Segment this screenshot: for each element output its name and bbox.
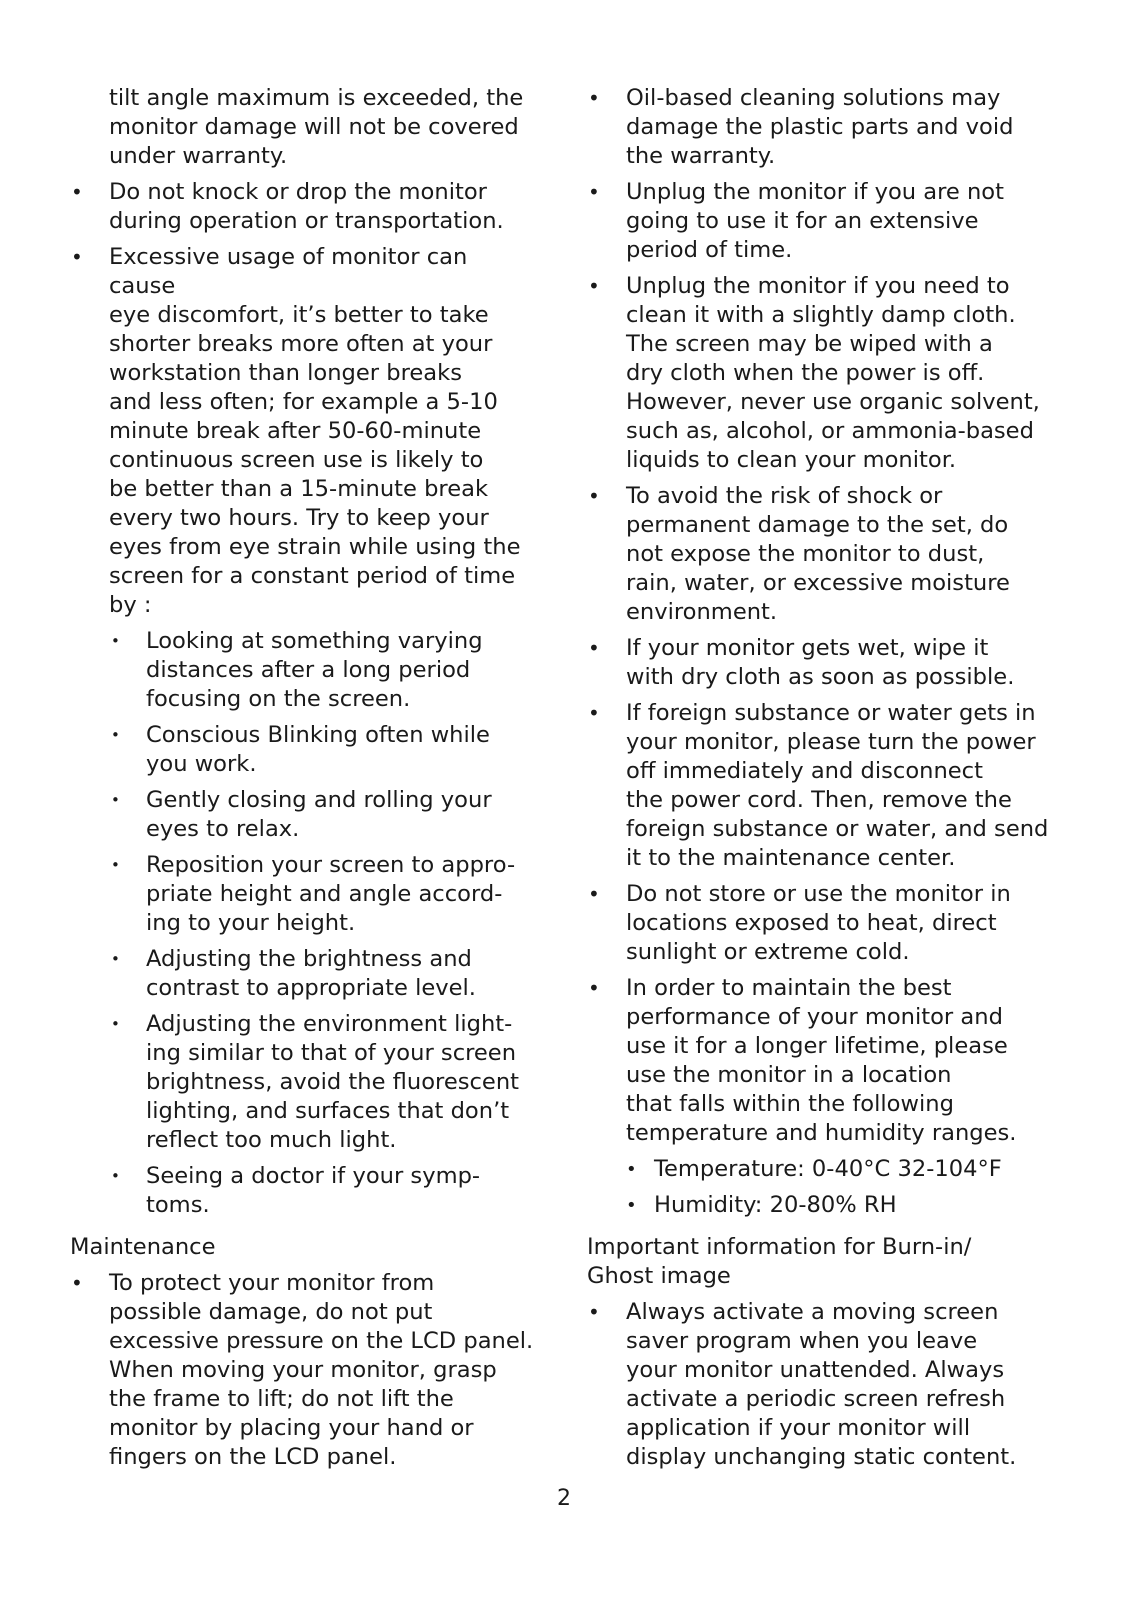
burn-in-heading: Important information for Burn-in/ Ghost image	[587, 1234, 972, 1289]
sub-list-item: • Conscious Blinking often while you work.	[111, 722, 490, 777]
list-item: • Unplug the monitor if you are not going to use it for an extensive period of time.	[588, 179, 1004, 263]
sub-list-item: • Adjusting the environment light- ing similar to that of your screen brightness, avoid the fluorescent lighting, and surfaces that don’t reflect too much light.	[111, 1011, 519, 1153]
maintenance-heading: Maintenance	[70, 1234, 216, 1260]
bullet-icon: •	[588, 976, 600, 1000]
list-item: • Do not store or use the monitor in locations exposed to heat, direct sunlight or extreme cold.	[588, 881, 1011, 965]
eye-care-sublist	[70, 627, 540, 1220]
sub-bullet-icon: •	[111, 856, 120, 874]
bullet-icon: •	[588, 701, 600, 725]
sub-bullet-icon: •	[111, 726, 120, 744]
burn-in-list	[587, 1298, 1087, 1472]
page-number: 2	[557, 1486, 571, 1511]
sub-bullet-icon: •	[111, 1015, 120, 1033]
maintenance-list	[70, 1269, 540, 1472]
bullet-icon: •	[588, 484, 600, 508]
bullet-icon: •	[588, 882, 600, 906]
sub-list-item: • Looking at something varying distances after a long period focusing on the screen.	[111, 628, 483, 712]
sub-bullet-icon: •	[111, 791, 120, 809]
list-item: • In order to maintain the best performance of your monitor and use it for a longer lifetime, please use the monitor in a location that falls within the following temperature and humidity ranges.	[588, 975, 1017, 1146]
sub-list-item: • Temperature: 0-40°C 32-104°F	[626, 1156, 1002, 1182]
list-item: • Excessive usage of monitor can cause eye discomfort, it’s better to take shorter breaks more often at your workstation than longer breaks and less often; for example a 5-10 minute break after 50-60-minute continuous screen use is likely to be better than a 15-minute break every two hours. Try to keep your eyes from eye strain while using the screen for a constant period of time by :	[71, 244, 521, 618]
sub-bullet-icon: •	[111, 950, 120, 968]
sub-list-item: • Reposition your screen to appro- priate height and angle accord- ing to your height.	[111, 852, 516, 936]
list-item: • To avoid the risk of shock or permanent damage to the set, do not expose the monitor to dust, rain, water, or excessive moisture environment.	[588, 483, 1010, 625]
bullet-icon: •	[588, 1300, 600, 1324]
sub-bullet-icon: •	[111, 632, 120, 650]
bullet-icon: •	[71, 245, 83, 269]
list-item: • To protect your monitor from possible damage, do not put excessive pressure on the LCD panel. When moving your monitor, grasp the frame to lift; do not lift the monitor by placing your hand or fingers on the LCD panel.	[71, 1270, 534, 1470]
sub-list-item: • Seeing a doctor if your symp- toms.	[111, 1163, 481, 1218]
bullet-icon: •	[588, 180, 600, 204]
right-column	[587, 84, 1087, 1472]
left-column	[70, 84, 540, 1472]
continuation-paragraph: tilt angle maximum is exceeded, the monitor damage will not be covered under warranty.	[109, 85, 524, 169]
list-item: • If foreign substance or water gets in your monitor, please turn the power off immediately and disconnect the power cord. Then, remove the foreign substance or water, and send it to the maintenance center.	[588, 700, 1049, 871]
ranges-sublist	[587, 1155, 1087, 1220]
list-item: • Oil-based cleaning solutions may damage the plastic parts and void the warranty.	[588, 85, 1014, 169]
sub-bullet-icon: •	[626, 1159, 637, 1180]
bullet-icon: •	[588, 274, 600, 298]
bullet-icon: •	[588, 86, 600, 110]
list-item: • If your monitor gets wet, wipe it with dry cloth as soon as possible.	[588, 635, 1015, 690]
list-item: • Do not knock or drop the monitor during operation or transportation.	[71, 179, 504, 234]
list-item: • Unplug the monitor if you need to clean it with a slightly damp cloth. The screen may be wiped with a dry cloth when the power is off. However, never use organic solvent, such as, alcohol, or ammonia-based liquids to clean your monitor.	[588, 273, 1040, 473]
list-item: • Always activate a moving screen saver program when you leave your monitor unattended. Always activate a periodic screen refresh application if your monitor will display unchanging static content.	[588, 1299, 1017, 1470]
bullet-icon: •	[71, 1271, 83, 1295]
safety-list	[70, 178, 540, 620]
sub-bullet-icon: •	[626, 1195, 637, 1216]
sub-bullet-icon: •	[111, 1167, 120, 1185]
sub-list-item: • Gently closing and rolling your eyes to relax.	[111, 787, 492, 842]
bullet-icon: •	[588, 636, 600, 660]
care-list	[587, 84, 1087, 1148]
sub-list-item: • Humidity: 20-80% RH	[626, 1192, 897, 1218]
sub-list-item: • Adjusting the brightness and contrast to appropriate level.	[111, 946, 476, 1001]
bullet-icon: •	[71, 180, 83, 204]
